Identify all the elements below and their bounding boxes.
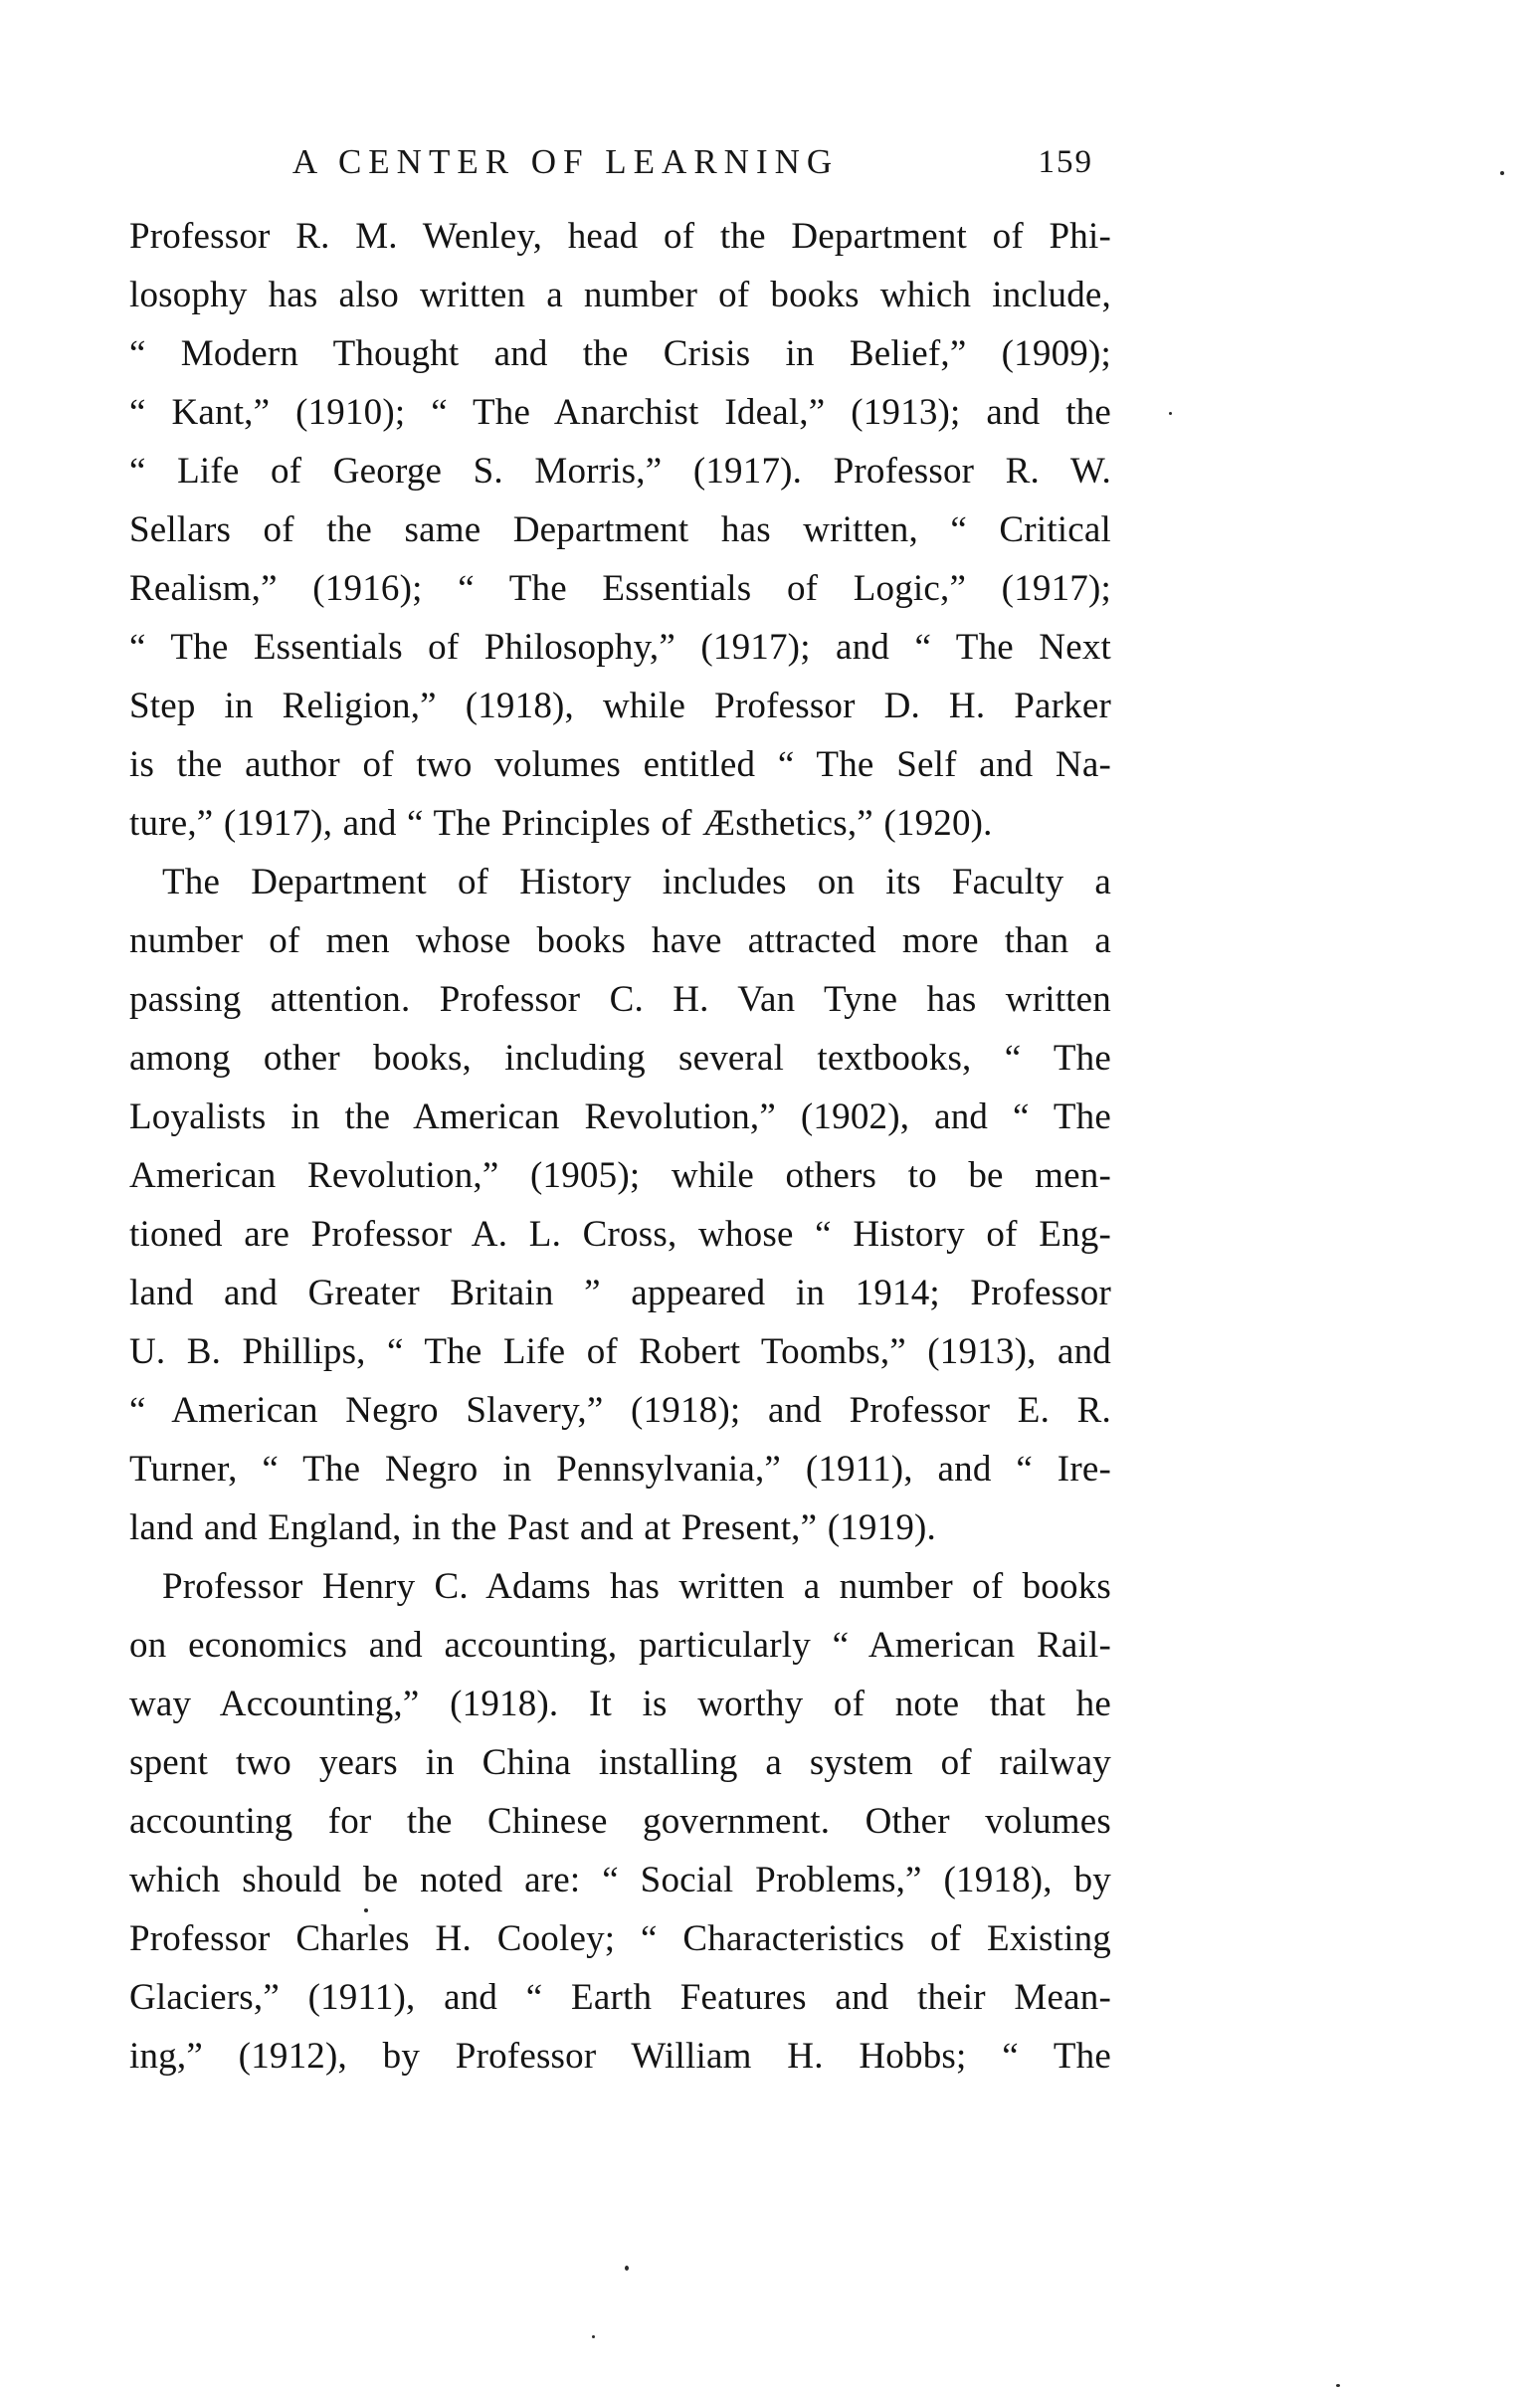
text-line: on economics and accounting, particularly “ American Rail- (129, 1625, 1111, 1666)
text-line: accounting for the Chinese government. Other volumes (129, 1801, 1111, 1842)
text-line: which should be noted are: “ Social Problems,” (1918), by (129, 1860, 1111, 1900)
text-line: “ Life of George S. Morris,” (1917). Professor R. W. (129, 451, 1111, 492)
paragraph (129, 853, 1111, 1557)
text-line: Sellars of the same Department has written, “ Critical (129, 509, 1111, 550)
text-line: land and England, in the Past and at Present,” (1919). (129, 1507, 936, 1548)
scan-speck (1500, 171, 1504, 175)
text-line: is the author of two volumes entitled “ The Self and Na- (129, 744, 1111, 785)
text-line: Professor Charles H. Cooley; “ Characteristics of Existing (129, 1918, 1111, 1959)
scan-speck (1169, 412, 1172, 415)
text-line: passing attention. Professor C. H. Van Tyne has written (129, 979, 1111, 1020)
scan-speck (1336, 2384, 1340, 2387)
text-line: Professor R. M. Wenley, head of the Department of Phi- (129, 216, 1111, 257)
text-block (129, 207, 1111, 2086)
text-line: Step in Religion,” (1918), while Professor D. H. Parker (129, 686, 1111, 726)
text-line: ture,” (1917), and “ The Principles of Æsthetics,” (1920). (129, 803, 993, 844)
text-line: Loyalists in the American Revolution,” (1902), and “ The (129, 1096, 1111, 1137)
text-line: American Revolution,” (1905); while others to be men- (129, 1155, 1111, 1196)
text-line: losophy has also written a number of books which include, (129, 275, 1111, 315)
text-line: Professor Henry C. Adams has written a number of books (162, 1566, 1111, 1607)
text-line: among other books, including several textbooks, “ The (129, 1038, 1111, 1079)
text-line: land and Greater Britain ” appeared in 1914; Professor (129, 1273, 1111, 1313)
text-line: Turner, “ The Negro in Pennsylvania,” (1911), and “ Ire- (129, 1449, 1111, 1490)
text-line: “ American Negro Slavery,” (1918); and Professor E. R. (129, 1390, 1111, 1431)
text-line: “ Modern Thought and the Crisis in Belief,” (1909); (129, 333, 1111, 374)
text-line: The Department of History includes on its Faculty a (162, 862, 1111, 902)
text-line: ing,” (1912), by Professor William H. Hobbs; “ The (129, 2036, 1111, 2077)
text-line: U. B. Phillips, “ The Life of Robert Toombs,” (1913), and (129, 1331, 1111, 1372)
scan-speck (592, 2335, 595, 2338)
text-line: “ The Essentials of Philosophy,” (1917); and “ The Next (129, 627, 1111, 668)
scan-speck (364, 1908, 368, 1912)
scan-speck (625, 2266, 629, 2271)
text-line: Realism,” (1916); “ The Essentials of Logic,” (1917); (129, 568, 1111, 609)
running-head (129, 142, 1111, 186)
page-number: 159 (1038, 144, 1093, 180)
text-line: Glaciers,” (1911), and “ Earth Features and their Mean- (129, 1977, 1111, 2018)
text-line: tioned are Professor A. L. Cross, whose “ History of Eng- (129, 1214, 1111, 1255)
text-line: number of men whose books have attracted more than a (129, 920, 1111, 961)
text-line: way Accounting,” (1918). It is worthy of note that he (129, 1684, 1111, 1724)
page-title: A CENTER OF LEARNING (291, 142, 840, 181)
text-line: spent two years in China installing a system of railway (129, 1742, 1111, 1783)
paragraph (129, 1557, 1111, 2086)
text-line: “ Kant,” (1910); “ The Anarchist Ideal,” (1913); and the (129, 392, 1111, 433)
paragraph (129, 207, 1111, 853)
